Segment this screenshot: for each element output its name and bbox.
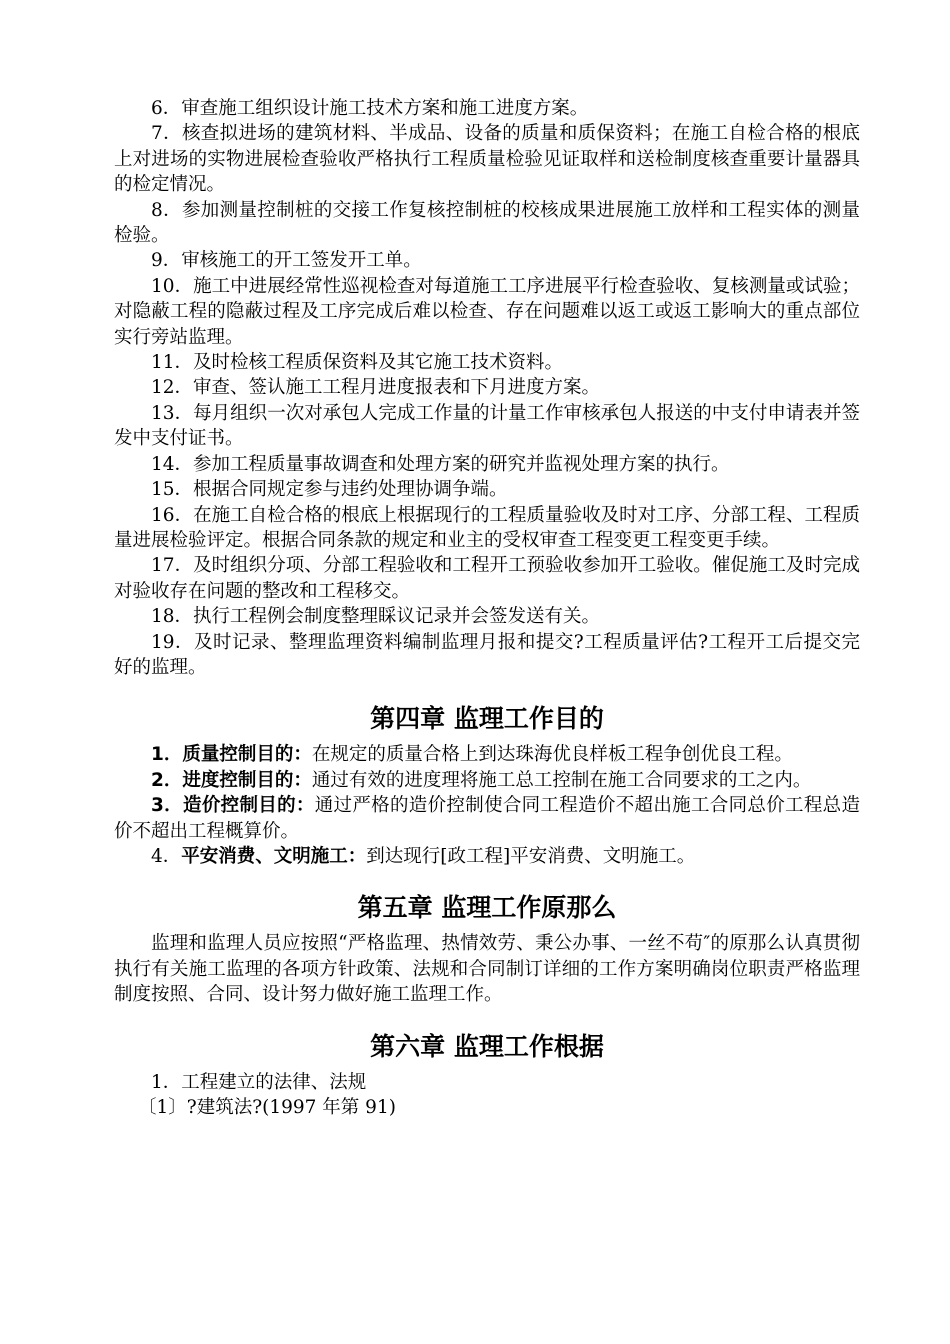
- goal-safety-text: 到达现行[政工程]平安消费、文明施工。: [366, 845, 696, 867]
- goal-cost-label: 造价控制目的：: [183, 795, 315, 817]
- goal-cost: [114, 793, 860, 844]
- item-19: 19．及时记录、整理监理资料编制监理月报和提交?工程质量评估?工程开工后提交完好的监理。: [114, 631, 860, 678]
- basis-item-1: 1．工程建立的法律、法规: [151, 1071, 367, 1093]
- item-7: 7．核查拟进场的建筑材料、半成品、设备的质量和质保资料；在施工自检合格的根底上对进场的实物进展检查验收严格执行工程质量检验见证取样和送检制度核查重要计量器具的检定情况。: [114, 123, 860, 196]
- chapter-6-title: 第六章 监理工作根据: [370, 1031, 604, 1061]
- item-9: 9．审核施工的开工签发开工单。: [151, 250, 422, 272]
- item-16: 16．在施工自检合格的根底上根据现行的工程质量验收及时对工序、分部工程、工程质量进展检验评定。根据合同条款的规定和业主的受权审查工程变更工程变更手续。: [114, 504, 860, 551]
- item-17: 17．及时组织分项、分部工程验收和工程开工预验收参加开工验收。催促施工及时完成对验收存在问题的整改和工程移交。: [114, 555, 860, 602]
- item-6: 6．审查施工组织设计施工技术方案和施工进度方案。: [151, 98, 589, 119]
- principles-paragraph: 监理和监理人员应按照“严格监理、热情效劳、秉公办事、一丝不苟″的原那么认真贯彻执行有关施工监理的各项方针政策、法规和合同制订详细的工作方案明确岗位职责严格监理制度按照、合同、设计努力做好施工监理工作。: [114, 933, 860, 1006]
- goal-quality: [114, 742, 860, 767]
- goal-cost-num: 3．: [151, 795, 183, 817]
- document-body: [114, 96, 860, 1120]
- goal-cost-text: 通过严格的造价控制使合同工程造价不超出施工合同总价工程总造价不超出工程概算价。: [114, 795, 860, 842]
- goal-safety-label: 平安消费、文明施工：: [181, 845, 367, 867]
- goal-quality-text: 在规定的质量合格上到达珠海优良样板工程争创优良工程。: [311, 744, 793, 766]
- goal-schedule: [114, 768, 860, 793]
- goal-quality-num: 1．: [151, 744, 183, 766]
- item-13: 13．每月组织一次对承包人完成工作量的计量工作审核承包人报送的中支付申请表并签发中支付证书。: [114, 402, 860, 450]
- item-18: 18．执行工程例会制度整理睬议记录并会签发送有关。: [151, 606, 601, 628]
- goal-quality-label: 质量控制目的：: [182, 744, 312, 766]
- goal-safety: [114, 844, 860, 869]
- goal-schedule-text: 通过有效的进度理将施工总工控制在施工合同要求的工之内。: [311, 769, 812, 791]
- goal-schedule-num: 2．: [151, 769, 183, 791]
- chapter-5-title: 第五章 监理工作原那么: [357, 893, 617, 923]
- goal-schedule-label: 进度控制目的：: [182, 769, 312, 791]
- goal-safety-num: 4．: [151, 845, 182, 867]
- item-8: 8．参加测量控制桩的交接工作复核控制桩的校核成果进展施工放样和工程实体的测量检验。: [114, 199, 860, 247]
- basis-subitem-1: 〔1〕?建筑法?(1997 年第 91): [138, 1097, 396, 1118]
- item-10: 10．施工中进展经常性巡视检查对每道施工工序进展平行检查验收、复核测量或试验；对隐蔽工程的隐蔽过程及工序完成后难以检查、存在问题难以返工或返工影响大的重点部位实行旁站监理。: [114, 275, 860, 348]
- item-14: 14．参加工程质量事故调查和处理方案的研究并监视处理方案的执行。: [151, 453, 730, 475]
- item-11: 11．及时检核工程质保资料及其它施工技术资料。: [151, 352, 564, 374]
- item-12: 12．审查、签认施工工程月进度报表和下月进度方案。: [151, 377, 601, 399]
- item-15: 15．根据合同规定参与违约处理协调争端。: [151, 479, 508, 501]
- chapter-4-title: 第四章 监理工作目的: [370, 704, 604, 734]
